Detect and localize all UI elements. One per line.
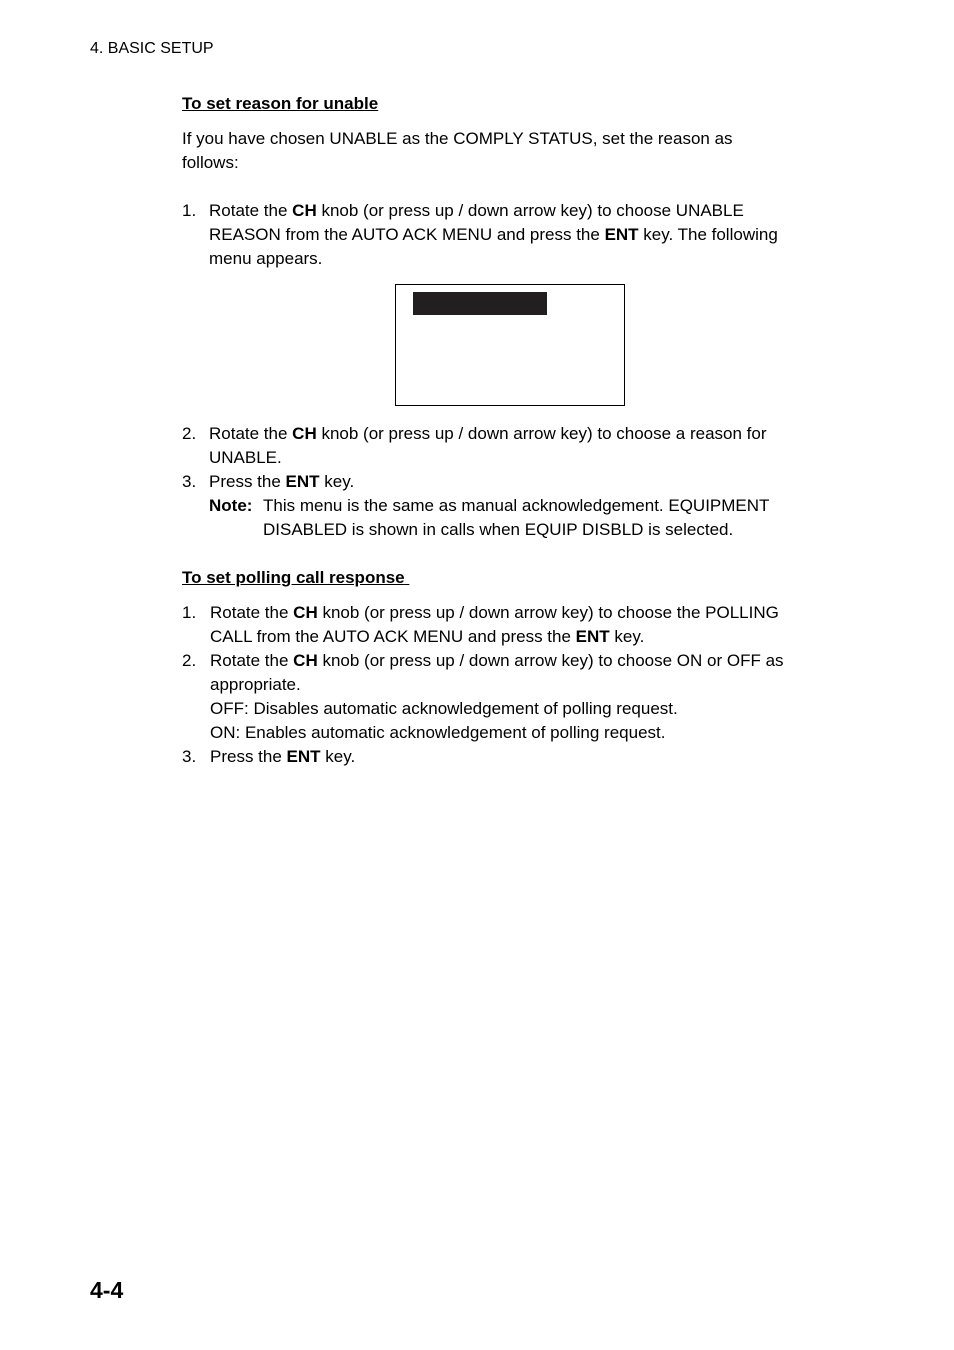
ch-key-label: CH — [293, 651, 318, 670]
step-line: Rotate the CH knob (or press up / down arrow key) to choose ON or OFF as — [210, 651, 784, 670]
step-line: ON: Enables automatic acknowledgement of polling request. — [210, 723, 666, 742]
step-3-unable — [182, 470, 842, 494]
step-1-polling — [182, 601, 842, 649]
ch-key-label: CH — [292, 201, 317, 220]
ch-key-label: CH — [292, 424, 317, 443]
intro-paragraph — [182, 127, 733, 175]
step-number: 2. — [182, 424, 197, 443]
step-line: menu appears. — [209, 249, 323, 268]
note-block — [209, 494, 849, 542]
unable-reason-menu-figure — [395, 284, 625, 406]
step-line: REASON from the AUTO ACK MENU and press the ENT key. The following — [209, 225, 778, 244]
step-line: appropriate. — [210, 675, 301, 694]
step-3-polling — [182, 745, 842, 769]
step-line: Press the ENT key. — [209, 472, 355, 491]
intro-line: If you have chosen UNABLE as the COMPLY STATUS, set the reason as — [182, 129, 733, 148]
step-number: 3. — [182, 747, 197, 766]
ent-key-label: ENT — [604, 225, 639, 244]
menu-highlight-bar — [413, 292, 547, 315]
step-2-unable — [182, 422, 842, 470]
step-number: 3. — [182, 472, 197, 491]
step-line: OFF: Disables automatic acknowledgement of polling request. — [210, 699, 678, 718]
note-line: This menu is the same as manual acknowledgement. EQUIPMENT — [263, 496, 770, 515]
step-2-polling — [182, 649, 852, 745]
ent-key-label: ENT — [286, 747, 321, 766]
note-line: DISABLED is shown in calls when EQUIP DISBLD is selected. — [263, 520, 734, 539]
step-line: UNABLE. — [209, 448, 282, 467]
ent-key-label: ENT — [575, 627, 610, 646]
step-number: 1. — [182, 201, 197, 220]
ent-key-label: ENT — [285, 472, 320, 491]
step-line: CALL from the AUTO ACK MENU and press the ENT key. — [210, 627, 645, 646]
section-title-unable-reason: To set reason for unable — [182, 94, 379, 113]
step-line: Rotate the CH knob (or press up / down arrow key) to choose UNABLE — [209, 201, 744, 220]
step-line: Rotate the CH knob (or press up / down arrow key) to choose the POLLING — [210, 603, 779, 622]
running-header: 4. BASIC SETUP — [90, 40, 214, 57]
page-number: 4-4 — [90, 1277, 124, 1303]
ch-key-label: CH — [293, 603, 318, 622]
step-number: 2. — [182, 651, 197, 670]
step-line: Press the ENT key. — [210, 747, 356, 766]
intro-line: follows: — [182, 153, 239, 172]
step-number: 1. — [182, 603, 197, 622]
section-title-polling: To set polling call response — [182, 568, 405, 587]
step-line: Rotate the CH knob (or press up / down arrow key) to choose a reason for — [209, 424, 767, 443]
step-1-unable — [182, 199, 842, 271]
note-label: Note: — [209, 496, 253, 515]
